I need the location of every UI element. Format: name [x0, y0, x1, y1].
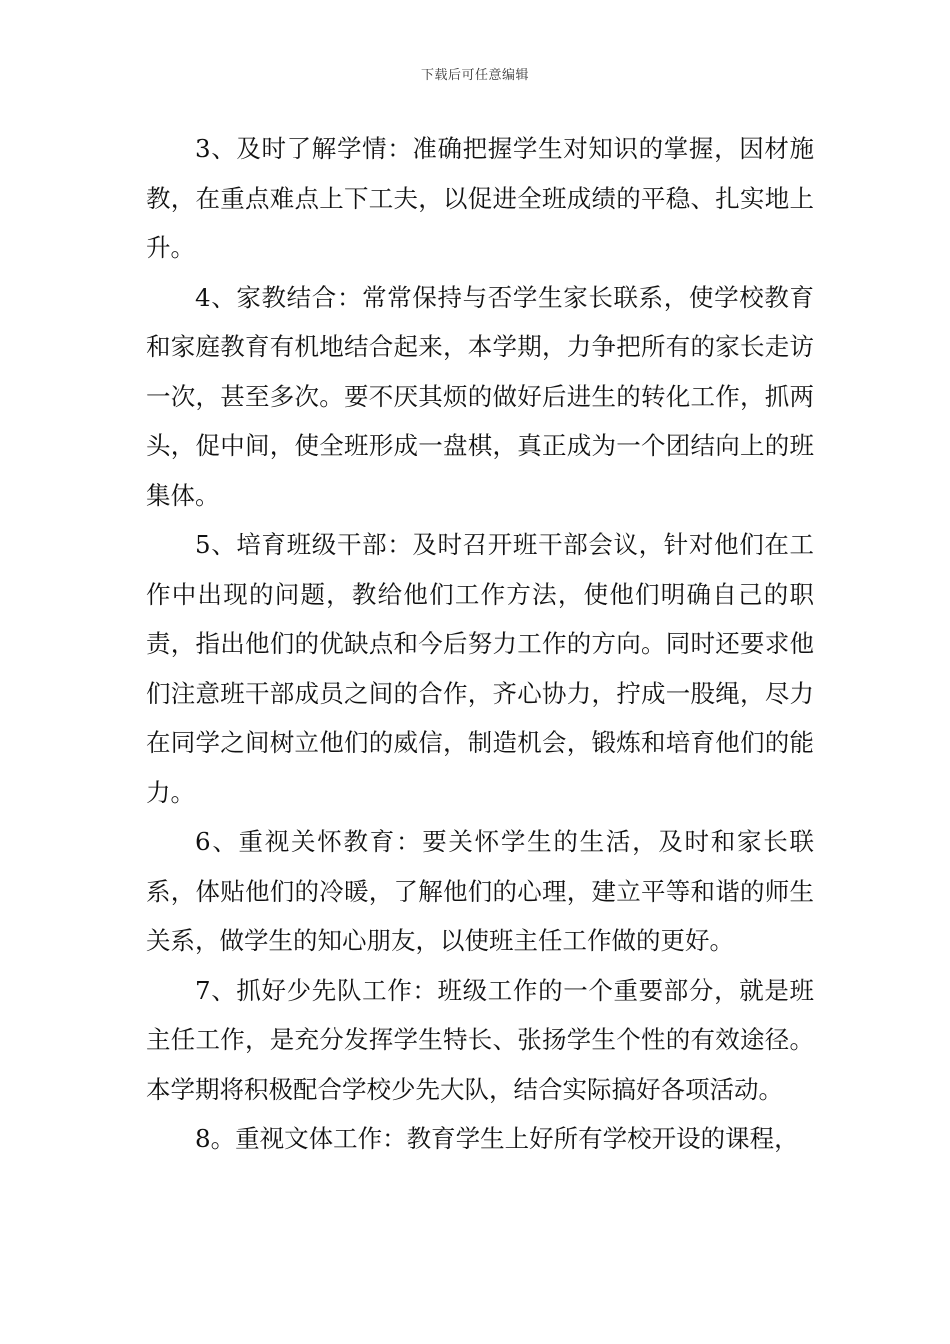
paragraph-item-3: 3、及时了解学情：准确把握学生对知识的掌握，因材施教，在重点难点上下工夫，以促进全班成绩的平稳、扎实地上升。 [146, 134, 814, 262]
paragraph-item-6: 6、重视关怀教育：要关怀学生的生活，及时和家长联系，体贴他们的冷暖，了解他们的心理，建立平等和谐的师生关系，做学生的知心朋友，以使班主任工作做的更好。 [146, 827, 814, 955]
paragraph-item-7: 7、抓好少先队工作：班级工作的一个重要部分，就是班主任工作，是充分发挥学生特长、张扬学生个性的有效途径。本学期将积极配合学校少先大队，结合实际搞好各项活动。 [146, 975, 814, 1104]
page-header-note: 下载后可任意编辑 [420, 68, 529, 83]
paragraph-item-8: 8。重视文体工作：教育学生上好所有学校开设的课程， [195, 1124, 799, 1153]
document-body [146, 124, 814, 1164]
paragraph-item-5: 5、培育班级干部：及时召开班干部会议，针对他们在工作中出现的问题，教给他们工作方法，使他们明确自己的职责，指出他们的优缺点和今后努力工作的方向。同时还要求他们注意班干部成员之间的合作，齐心协力，拧成一股绳，尽力在同学之间树立他们的威信，制造机会，锻炼和培育他们的能力。 [146, 530, 814, 807]
paragraph-item-4: 4、家教结合：常常保持与否学生家长联系，使学校教育和家庭教育有机地结合起来，本学期，力争把所有的家长走访一次，甚至多次。要不厌其烦的做好后进生的转化工作，抓两头，促中间，使全班形成一盘棋，真正成为一个团结向上的班集体。 [146, 282, 814, 510]
